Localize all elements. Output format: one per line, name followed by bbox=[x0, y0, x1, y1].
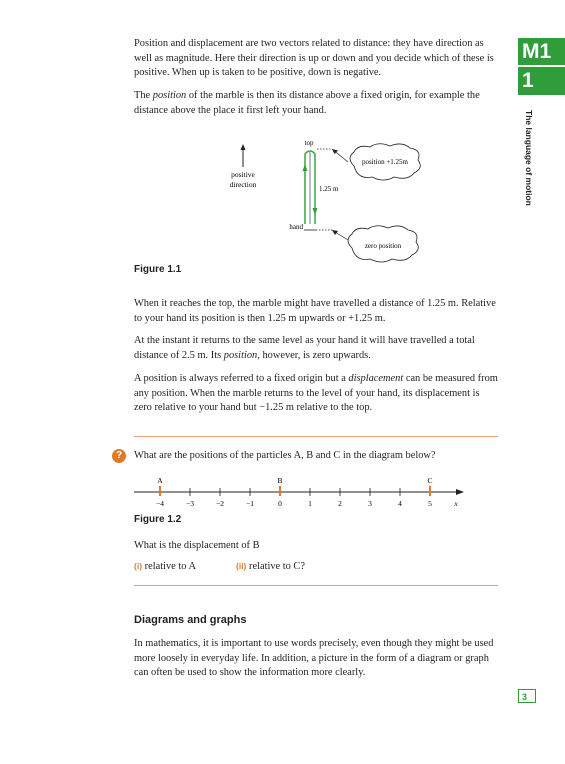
zero-pointer-head bbox=[332, 230, 338, 235]
number-line-tick-label: 0 bbox=[278, 499, 282, 508]
figure-1-2-label: Figure 1.2 bbox=[134, 514, 182, 525]
paragraph-1: Position and displacement are two vectors related to distance: they have direction as well as magnitude. Here their direction is up or down and you decide which of these is positive. When up is taken to be positive, down is negative. bbox=[134, 38, 494, 78]
distance-label: 1.25 m bbox=[319, 185, 339, 193]
part-i-label: (i) bbox=[134, 561, 143, 571]
number-line-tick-label: 2 bbox=[338, 499, 342, 508]
number-line-tick-label: 5 bbox=[428, 499, 432, 508]
number-line-tick-label: −4 bbox=[156, 499, 164, 508]
part-i-text: relative to A bbox=[144, 561, 196, 572]
number-line-arrowhead bbox=[456, 489, 464, 495]
number-line-tick-label: −2 bbox=[216, 499, 224, 508]
cloud-top-text: position +1.25m bbox=[362, 158, 408, 166]
paragraph-4: At the instant it returns to the same level as your hand it will have travelled a total distance of 2.5 m. Its position, however, is zero upwards. bbox=[134, 335, 475, 361]
question-text: What are the positions of the particles A, B and C in the diagram below? bbox=[134, 450, 436, 461]
marble-down-arrow bbox=[313, 208, 318, 215]
sub-question-part-i bbox=[134, 559, 196, 574]
chapter-title: The language of motion bbox=[524, 110, 534, 206]
hand-label: hand bbox=[289, 223, 303, 231]
top-label: top bbox=[304, 139, 314, 147]
sub-question-text: What is the displacement of B bbox=[134, 540, 260, 551]
number-line-tick-label: 4 bbox=[398, 499, 402, 508]
figure-1-1-diagram bbox=[220, 136, 430, 264]
particle-c-label: C bbox=[427, 476, 433, 485]
paragraph-3: When it reaches the top, the marble might have travelled a distance of 1.25 m. Relative to your hand its position is then 1.25 m upwards or +1.25 m. bbox=[134, 298, 496, 324]
marble-up-arrow bbox=[303, 164, 308, 171]
sub-question-part-ii bbox=[236, 559, 305, 574]
part-ii-text: relative to C? bbox=[249, 561, 305, 572]
paragraph-6: In mathematics, it is important to use words precisely, even though they might be used more loosely in everyday life. In addition, a picture in the form of a diagram or graph can often be used to show the information more clearly. bbox=[134, 638, 494, 678]
number-line-tick-label: 1 bbox=[308, 499, 312, 508]
number-line-tick-label: −1 bbox=[246, 499, 254, 508]
paragraph-2: The position of the marble is then its distance above a fixed origin, for example the distance above the place it first left your hand. bbox=[134, 90, 480, 116]
positive-arrow-head bbox=[241, 144, 246, 150]
page-number: 3 bbox=[518, 689, 536, 703]
positive-label-line2: direction bbox=[229, 180, 257, 189]
part-ii-label: (ii) bbox=[236, 561, 247, 571]
figure-1-2-number-line bbox=[130, 473, 470, 513]
divider-bottom bbox=[134, 585, 498, 586]
number-line-tick-label: −3 bbox=[186, 499, 194, 508]
number-line-x-label: x bbox=[454, 499, 458, 508]
section-tab: 1 bbox=[518, 67, 565, 95]
figure-1-1-label: Figure 1.1 bbox=[134, 264, 182, 275]
paragraph-5: A position is always referred to a fixed origin but a displacement can be measured from any position. When the marble returns to the level of your hand, its displacement is zero relative to your hand but −1.25 m relative to the top. bbox=[134, 373, 498, 413]
question-icon: ? bbox=[112, 449, 126, 463]
divider-top bbox=[134, 436, 498, 437]
positive-label-line1: positive bbox=[231, 170, 255, 179]
cloud-bottom-text: zero position bbox=[364, 242, 402, 250]
number-line-tick-label: 3 bbox=[368, 499, 372, 508]
section-heading: Diagrams and graphs bbox=[134, 614, 247, 626]
chapter-tab: M1 bbox=[518, 38, 565, 65]
particle-a-label: A bbox=[157, 476, 163, 485]
particle-b-label: B bbox=[277, 476, 283, 485]
